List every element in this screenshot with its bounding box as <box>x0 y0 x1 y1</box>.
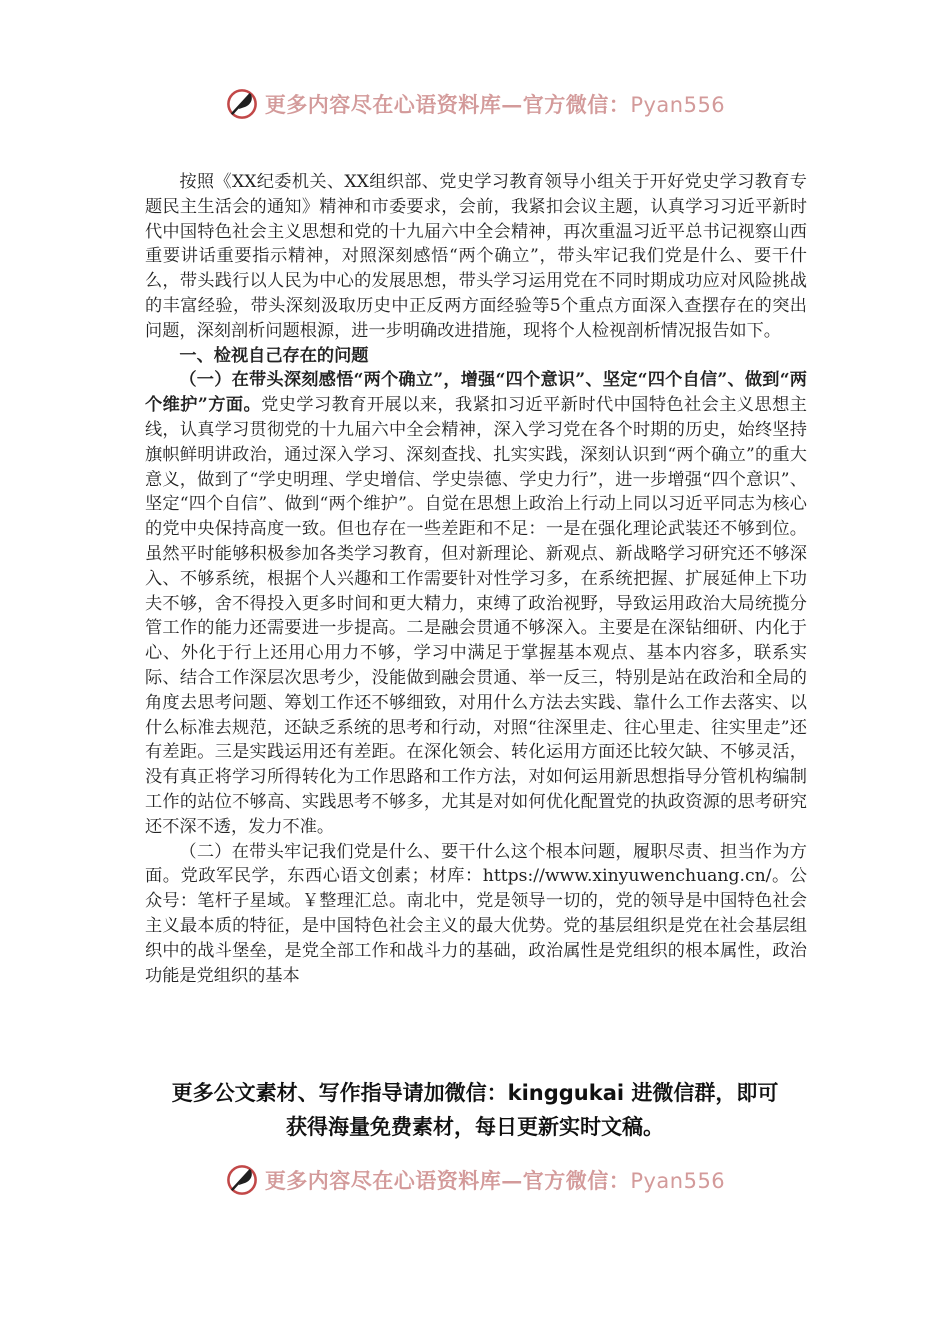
subsection-body-1: 党史学习教育开展以来，我紧扣习近平新时代中国特色社会主义思想主线，认真学习贯彻党的十九届六中全会精神，深入学习党在各个时期的历史，始终坚持旗帜鲜明讲政治，通过深入学习、深刻查找、扎实实践，深刻认识到“两个确立”的重大意义，做到了“学史明理、学史增信、学史崇德、学史力行”，进一步增强“四个意识”、坚定“四个自信”、做到“两个维护”。自觉在思想上政治上行动上同以习近平同志为核心的党中央保持高度一致。但也存在一些差距和不足：一是在强化理论武装还不够到位。虽然平时能够积极参加各类学习教育，但对新理论、新观点、新战略学习研究还不够深入、不够系统，根据个人兴趣和工作需要针对性学习多，在系统把握、扩展延伸上下功夫不够，舍不得投入更多时间和更大精力，束缚了政治视野，导致运用政治大局统揽分管工作的能力还需要进一步提高。二是融会贯通不够深入。主要是在深钻细研、内化于心、外化于行上还用心用力不够，学习中满足于掌握基本观点、基本内容多，联系实际、结合工作深层次思考少，没能做到融会贯通、举一反三，特别是站在政治和全局的角度去思考问题、筹划工作还不够细致，对用什么方法去实践、靠什么工作去落实、以什么标准去规范，还缺乏系统的思考和行动，对照“往深里走、往心里走、往实里走”还有差距。三是实践运用还有差距。在深化领会、转化运用方面还比较欠缺、不够灵活，没有真正将学习所得转化为工作思路和工作方法，对如何运用新思想指导分管机构编制工作的站位不够高、实践思考不够多，尤其是对如何优化配置党的执政资源的思考研究还不深不透，发力不准。 <box>145 395 807 837</box>
header-banner <box>0 84 950 124</box>
promo-notice <box>0 1076 950 1144</box>
promo-line-1: 更多公文素材、写作指导请加微信：kinggukai 进微信群，即可 <box>171 1081 779 1105</box>
subsection-title-2: （二）在带头牢记我们党是什么、要干什么这个根本问题，履职尽责、担当作为方面。 <box>145 841 807 887</box>
banner-wechat-id: Pyan556 <box>630 93 726 117</box>
paragraph-section-2 <box>145 840 807 989</box>
promo-line-2: 获得海量免费素材，每日更新实时文稿。 <box>286 1115 664 1139</box>
banner-wechat-id: Pyan556 <box>630 1169 726 1193</box>
quill-logo-icon <box>225 87 259 121</box>
subsection-body-2: 党政军民学，东西心语文创素；材库：https://www.xinyuwenchuang.cn/。公众号：笔杆子星域。￥整理汇总。南北中，党是领导一切的，党的领导是中国特色社会主义最本质的特征，是中国特色社会主义的最大优势。党的基层组织是党在社会基层组织中的战斗堡垒，是党全部工作和战斗力的基础，政治属性是党组织的根本属性，政治功能是党组织的基本 <box>145 866 807 986</box>
document-body <box>145 170 807 988</box>
banner-text: 更多内容尽在心语资料库—官方微信：Pyan556 <box>264 92 726 117</box>
footer-banner <box>0 1160 950 1200</box>
section-heading: 一、检视自己存在的问题 <box>179 345 369 366</box>
banner-text: 更多内容尽在心语资料库—官方微信：Pyan556 <box>264 1168 726 1193</box>
paragraph-intro: 按照《XX纪委机关、XX组织部、党史学习教育领导小组关于开好党史学习教育专题民主生活会的通知》精神和市委要求，会前，我紧扣会议主题，认真学习习近平新时代中国特色社会主义思想和党的十九届六中全会精神，再次重温习近平总书记视察山西重要讲话重要指示精神，对照深刻感悟“两个确立”，带头牢记我们党是什么、要干什么，带头践行以人民为中心的发展思想，带头学习运用党在不同时期成功应对风险挑战的丰富经验，带头深刻汲取历史中正反两方面经验等5个重点方面深入查摆存在的突出问题，深刻剖析问题根源，进一步明确改进措施，现将个人检视剖析情况报告如下。 <box>145 172 807 341</box>
paragraph-section-1 <box>145 368 807 839</box>
quill-logo-icon <box>225 1163 259 1197</box>
subsection-title-1: （一）在带头深刻感悟“两个确立”，增强“四个意识”、坚定“四个自信”、做到“两个维护”方面。 <box>145 370 807 416</box>
